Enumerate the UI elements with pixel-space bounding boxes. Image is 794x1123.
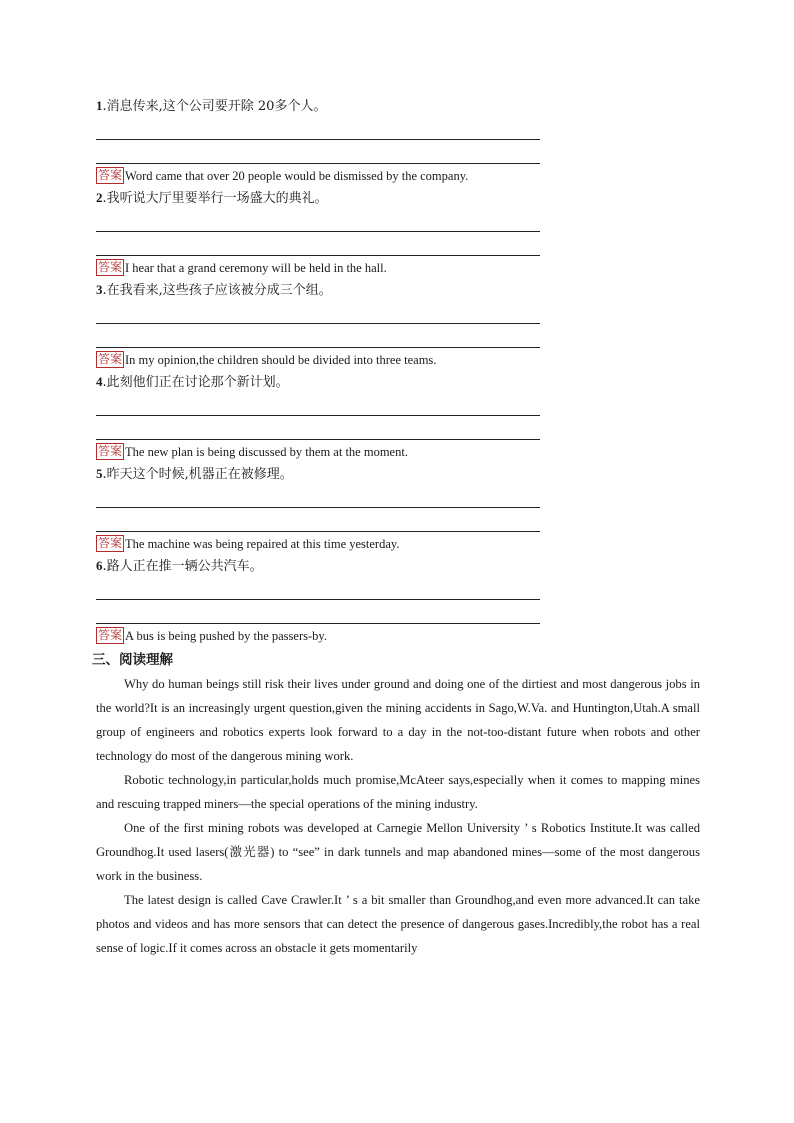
answer-badge: 答案 <box>98 536 123 550</box>
question-prompt <box>96 280 700 300</box>
question-prompt <box>96 556 700 576</box>
question-1 <box>96 96 700 188</box>
document-content <box>92 96 700 960</box>
answer-row <box>96 164 700 188</box>
answer-row <box>96 256 700 280</box>
answer-blank-line[interactable] <box>96 392 540 416</box>
answer-blank-line[interactable] <box>96 508 540 532</box>
answer-blank-line[interactable] <box>96 600 540 624</box>
question-5 <box>96 464 700 556</box>
question-text: .消息传来,这个公司要开除 20多个人。 <box>102 99 327 114</box>
answer-text: The machine was being repaired at this time yesterday. <box>125 537 400 551</box>
reading-paragraph: Robotic technology,in particular,holds much promise,McAteer says,especially when it comes to mapping mines and rescuing trapped miners—the special operations of the mining industry. <box>96 773 700 811</box>
reading-paragraph: Why do human beings still risk their lives under ground and doing one of the dirtiest and most dangerous jobs in the world?It is an increasingly urgent question,given the mining accidents in Sago,W.Va. and Huntington,Utah.A small group of engineers and robotics experts look forward to a day in the not-too-distant future when robots and other technology do most of the dangerous mining work. <box>96 677 700 763</box>
answer-blank-line[interactable] <box>96 140 540 164</box>
question-prompt <box>96 188 700 208</box>
answer-blank-line[interactable] <box>96 324 540 348</box>
question-text: .此刻他们正在讨论那个新计划。 <box>102 375 289 390</box>
reading-paragraph: The latest design is called Cave Crawler.It ’ s a bit smaller than Groundhog,and even more advanced.It can take photos and videos and has more sensors that can detect the presence of dangerous gases.Incredibly,the robot has a real sense of logic.If it comes across an obstacle it gets momentarily <box>96 893 700 955</box>
question-prompt <box>96 372 700 392</box>
question-3 <box>96 280 700 372</box>
question-2 <box>96 188 700 280</box>
question-number: 3 <box>96 282 103 297</box>
question-text: .我听说大厅里要举行一场盛大的典礼。 <box>102 191 328 206</box>
answer-text: Word came that over 20 people would be dismissed by the company. <box>125 169 469 183</box>
answer-badge: 答案 <box>98 444 123 458</box>
answer-badge: 答案 <box>98 168 123 182</box>
question-number: 1 <box>96 98 103 113</box>
answer-blank-line[interactable] <box>96 208 540 232</box>
section-title: 三、阅读理解 <box>92 652 173 668</box>
answer-blank-line[interactable] <box>96 116 540 140</box>
question-number: 6 <box>96 558 103 573</box>
question-number: 5 <box>96 466 103 481</box>
answer-blank-line[interactable] <box>96 300 540 324</box>
answer-row <box>96 624 700 648</box>
answer-badge: 答案 <box>98 260 123 274</box>
answer-text: The new plan is being discussed by them at the moment. <box>125 445 408 459</box>
answer-badge: 答案 <box>98 628 123 642</box>
answer-blank-line[interactable] <box>96 576 540 600</box>
answer-row <box>96 348 700 372</box>
question-number: 4 <box>96 374 103 389</box>
question-6 <box>96 556 700 648</box>
question-text: .在我看来,这些孩子应该被分成三个组。 <box>102 283 332 298</box>
reading-passage <box>96 672 700 960</box>
answer-row <box>96 532 700 556</box>
question-prompt <box>96 96 700 116</box>
reading-paragraph: One of the first mining robots was developed at Carnegie Mellon University ’ s Robotics Institute.It was called Groundhog.It used lasers(激光器) to “see” in dark tunnels and map abandoned mines—some of the most dangerous work in the business. <box>96 821 700 883</box>
question-prompt <box>96 464 700 484</box>
answer-text: In my opinion,the children should be divided into three teams. <box>125 353 437 367</box>
question-4 <box>96 372 700 464</box>
answer-text: A bus is being pushed by the passers-by. <box>125 629 327 643</box>
question-text: .昨天这个时候,机器正在被修理。 <box>102 467 293 482</box>
answer-blank-line[interactable] <box>96 232 540 256</box>
answer-blank-line[interactable] <box>96 484 540 508</box>
answer-badge: 答案 <box>98 352 123 366</box>
question-number: 2 <box>96 190 103 205</box>
answer-text: I hear that a grand ceremony will be held in the hall. <box>125 261 387 275</box>
answer-blank-line[interactable] <box>96 416 540 440</box>
question-text: .路人正在推一辆公共汽车。 <box>102 559 263 574</box>
answer-row <box>96 440 700 464</box>
